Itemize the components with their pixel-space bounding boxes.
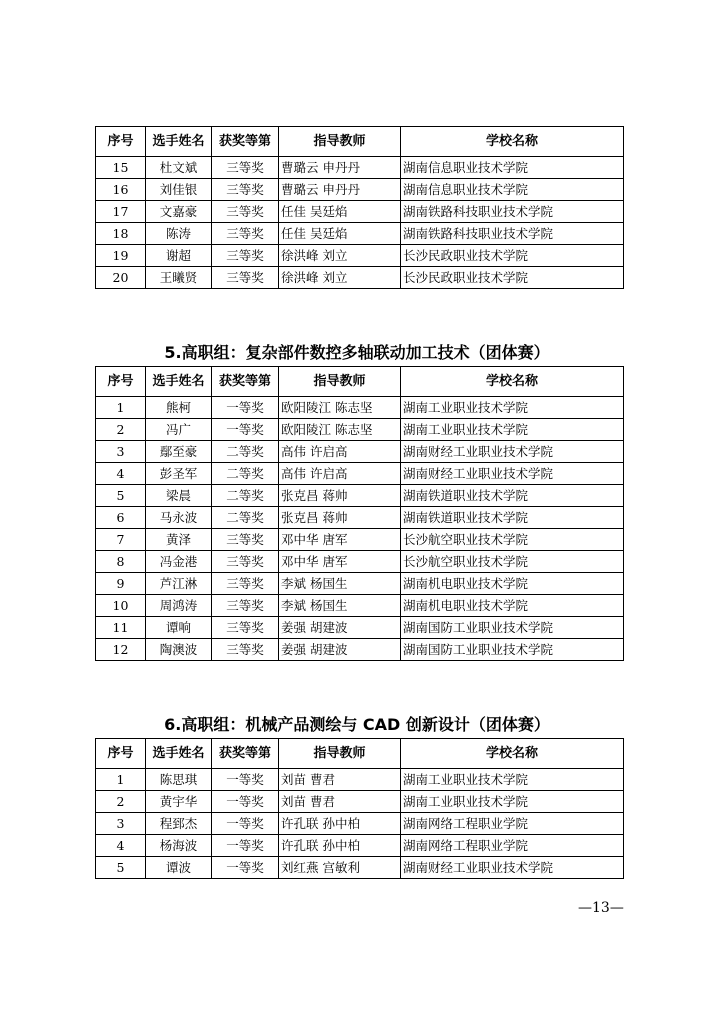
cell-teacher: 许孔联 孙中柏 [279, 835, 401, 857]
cell-teacher: 欧阳陵江 陈志坚 [279, 419, 401, 441]
cell-teacher: 欧阳陵江 陈志坚 [279, 397, 401, 419]
cell-award: 一等奖 [212, 835, 279, 857]
cell-name: 芦江淋 [146, 573, 212, 595]
cell-name: 周鸿涛 [146, 595, 212, 617]
cell-award: 二等奖 [212, 463, 279, 485]
table-row [96, 157, 624, 179]
cell-name: 梁晨 [146, 485, 212, 507]
cell-seq: 16 [96, 179, 146, 201]
table-header-row [96, 367, 624, 397]
table-header-row [96, 739, 624, 769]
cell-award: 三等奖 [212, 551, 279, 573]
cell-name: 程郅杰 [146, 813, 212, 835]
table-row [96, 639, 624, 661]
cell-award: 三等奖 [212, 245, 279, 267]
cell-school: 湖南工业职业技术学院 [401, 769, 624, 791]
cell-seq: 20 [96, 267, 146, 289]
cell-award: 二等奖 [212, 507, 279, 529]
cell-name: 冯金港 [146, 551, 212, 573]
cell-school: 湖南机电职业技术学院 [401, 595, 624, 617]
cell-name: 陈涛 [146, 223, 212, 245]
cell-teacher: 高伟 许启高 [279, 441, 401, 463]
header-teacher: 指导教师 [279, 739, 401, 769]
cell-school: 湖南信息职业技术学院 [401, 157, 624, 179]
cell-award: 三等奖 [212, 573, 279, 595]
cell-seq: 1 [96, 397, 146, 419]
table-header-row [96, 127, 624, 157]
table-row [96, 179, 624, 201]
table-row [96, 267, 624, 289]
cell-seq: 11 [96, 617, 146, 639]
table-row [96, 835, 624, 857]
cell-school: 湖南信息职业技术学院 [401, 179, 624, 201]
cell-school: 湖南铁路科技职业技术学院 [401, 201, 624, 223]
header-seq: 序号 [96, 367, 146, 397]
table-row [96, 463, 624, 485]
cell-school: 湖南铁道职业技术学院 [401, 507, 624, 529]
cell-award: 二等奖 [212, 441, 279, 463]
cell-seq: 5 [96, 485, 146, 507]
cell-teacher: 邓中华 唐军 [279, 551, 401, 573]
header-seq: 序号 [96, 127, 146, 157]
cell-name: 谢超 [146, 245, 212, 267]
cell-seq: 19 [96, 245, 146, 267]
table-row [96, 573, 624, 595]
cell-award: 一等奖 [212, 419, 279, 441]
cell-award: 一等奖 [212, 769, 279, 791]
cell-seq: 15 [96, 157, 146, 179]
header-school: 学校名称 [401, 739, 624, 769]
cell-school: 湖南铁路科技职业技术学院 [401, 223, 624, 245]
header-award: 获奖等第 [212, 367, 279, 397]
award-table-section-6 [95, 738, 624, 879]
cell-school: 长沙民政职业技术学院 [401, 245, 624, 267]
cell-school: 湖南财经工业职业技术学院 [401, 463, 624, 485]
cell-award: 三等奖 [212, 595, 279, 617]
cell-award: 三等奖 [212, 179, 279, 201]
cell-seq: 5 [96, 857, 146, 879]
table-row [96, 245, 624, 267]
cell-name: 杜文斌 [146, 157, 212, 179]
cell-seq: 3 [96, 813, 146, 835]
cell-seq: 1 [96, 769, 146, 791]
cell-school: 湖南工业职业技术学院 [401, 791, 624, 813]
table-row [96, 223, 624, 245]
cell-name: 黄泽 [146, 529, 212, 551]
cell-school: 长沙航空职业技术学院 [401, 529, 624, 551]
cell-award: 三等奖 [212, 639, 279, 661]
cell-award: 一等奖 [212, 857, 279, 879]
cell-award: 二等奖 [212, 485, 279, 507]
cell-seq: 2 [96, 791, 146, 813]
header-seq: 序号 [96, 739, 146, 769]
cell-teacher: 曹璐云 申丹丹 [279, 157, 401, 179]
cell-teacher: 徐洪峰 刘立 [279, 267, 401, 289]
cell-teacher: 任佳 吴廷焰 [279, 223, 401, 245]
header-award: 获奖等第 [212, 739, 279, 769]
cell-name: 刘佳银 [146, 179, 212, 201]
header-name: 选手姓名 [146, 127, 212, 157]
cell-name: 冯广 [146, 419, 212, 441]
header-name: 选手姓名 [146, 739, 212, 769]
cell-teacher: 张克昌 蒋帅 [279, 485, 401, 507]
cell-teacher: 张克昌 蒋帅 [279, 507, 401, 529]
cell-teacher: 徐洪峰 刘立 [279, 245, 401, 267]
table-row [96, 551, 624, 573]
cell-seq: 4 [96, 835, 146, 857]
cell-name: 谭波 [146, 857, 212, 879]
cell-name: 熊柯 [146, 397, 212, 419]
cell-school: 长沙航空职业技术学院 [401, 551, 624, 573]
header-award: 获奖等第 [212, 127, 279, 157]
cell-award: 一等奖 [212, 813, 279, 835]
cell-award: 一等奖 [212, 397, 279, 419]
table-row [96, 529, 624, 551]
cell-teacher: 姜强 胡建波 [279, 617, 401, 639]
cell-name: 彭圣军 [146, 463, 212, 485]
cell-name: 文嘉豪 [146, 201, 212, 223]
header-school: 学校名称 [401, 127, 624, 157]
header-name: 选手姓名 [146, 367, 212, 397]
cell-school: 长沙民政职业技术学院 [401, 267, 624, 289]
cell-name: 王曦贤 [146, 267, 212, 289]
cell-school: 湖南工业职业技术学院 [401, 419, 624, 441]
cell-teacher: 刘苗 曹君 [279, 769, 401, 791]
cell-teacher: 刘红燕 宫敏利 [279, 857, 401, 879]
cell-teacher: 李斌 杨国生 [279, 595, 401, 617]
cell-seq: 18 [96, 223, 146, 245]
cell-school: 湖南财经工业职业技术学院 [401, 441, 624, 463]
cell-school: 湖南国防工业职业技术学院 [401, 639, 624, 661]
cell-name: 陶澳波 [146, 639, 212, 661]
cell-award: 三等奖 [212, 267, 279, 289]
cell-seq: 12 [96, 639, 146, 661]
table-row [96, 813, 624, 835]
cell-school: 湖南国防工业职业技术学院 [401, 617, 624, 639]
table-row [96, 397, 624, 419]
cell-teacher: 任佳 吴廷焰 [279, 201, 401, 223]
table-row [96, 507, 624, 529]
table-row [96, 769, 624, 791]
cell-seq: 9 [96, 573, 146, 595]
cell-seq: 6 [96, 507, 146, 529]
page-number: —13— [578, 900, 624, 916]
award-table-continued [95, 126, 624, 289]
cell-school: 湖南铁道职业技术学院 [401, 485, 624, 507]
cell-seq: 8 [96, 551, 146, 573]
cell-seq: 17 [96, 201, 146, 223]
cell-teacher: 许孔联 孙中柏 [279, 813, 401, 835]
cell-teacher: 高伟 许启高 [279, 463, 401, 485]
cell-seq: 7 [96, 529, 146, 551]
cell-award: 三等奖 [212, 201, 279, 223]
header-teacher: 指导教师 [279, 127, 401, 157]
cell-seq: 4 [96, 463, 146, 485]
cell-school: 湖南工业职业技术学院 [401, 397, 624, 419]
cell-school: 湖南网络工程职业学院 [401, 835, 624, 857]
table-row [96, 201, 624, 223]
cell-name: 鄢至豪 [146, 441, 212, 463]
cell-award: 三等奖 [212, 223, 279, 245]
cell-award: 三等奖 [212, 617, 279, 639]
table-row [96, 617, 624, 639]
table-row [96, 595, 624, 617]
cell-school: 湖南机电职业技术学院 [401, 573, 624, 595]
cell-name: 马永波 [146, 507, 212, 529]
cell-name: 杨海波 [146, 835, 212, 857]
cell-school: 湖南网络工程职业学院 [401, 813, 624, 835]
section-5-title: 5.高职组：复杂部件数控多轴联动加工技术（团体赛） [164, 343, 550, 362]
table-row [96, 441, 624, 463]
cell-teacher: 曹璐云 申丹丹 [279, 179, 401, 201]
cell-seq: 10 [96, 595, 146, 617]
header-school: 学校名称 [401, 367, 624, 397]
cell-school: 湖南财经工业职业技术学院 [401, 857, 624, 879]
award-table-section-5 [95, 366, 624, 661]
table-row [96, 791, 624, 813]
cell-teacher: 刘苗 曹君 [279, 791, 401, 813]
cell-teacher: 姜强 胡建波 [279, 639, 401, 661]
header-teacher: 指导教师 [279, 367, 401, 397]
cell-name: 谭响 [146, 617, 212, 639]
table-row [96, 485, 624, 507]
table-row [96, 857, 624, 879]
cell-name: 陈思琪 [146, 769, 212, 791]
section-6-title: 6.高职组：机械产品测绘与 CAD 创新设计（团体赛） [164, 715, 550, 734]
cell-name: 黄宇华 [146, 791, 212, 813]
cell-seq: 3 [96, 441, 146, 463]
cell-award: 三等奖 [212, 529, 279, 551]
cell-teacher: 邓中华 唐军 [279, 529, 401, 551]
cell-teacher: 李斌 杨国生 [279, 573, 401, 595]
table-row [96, 419, 624, 441]
cell-seq: 2 [96, 419, 146, 441]
cell-award: 三等奖 [212, 157, 279, 179]
cell-award: 一等奖 [212, 791, 279, 813]
